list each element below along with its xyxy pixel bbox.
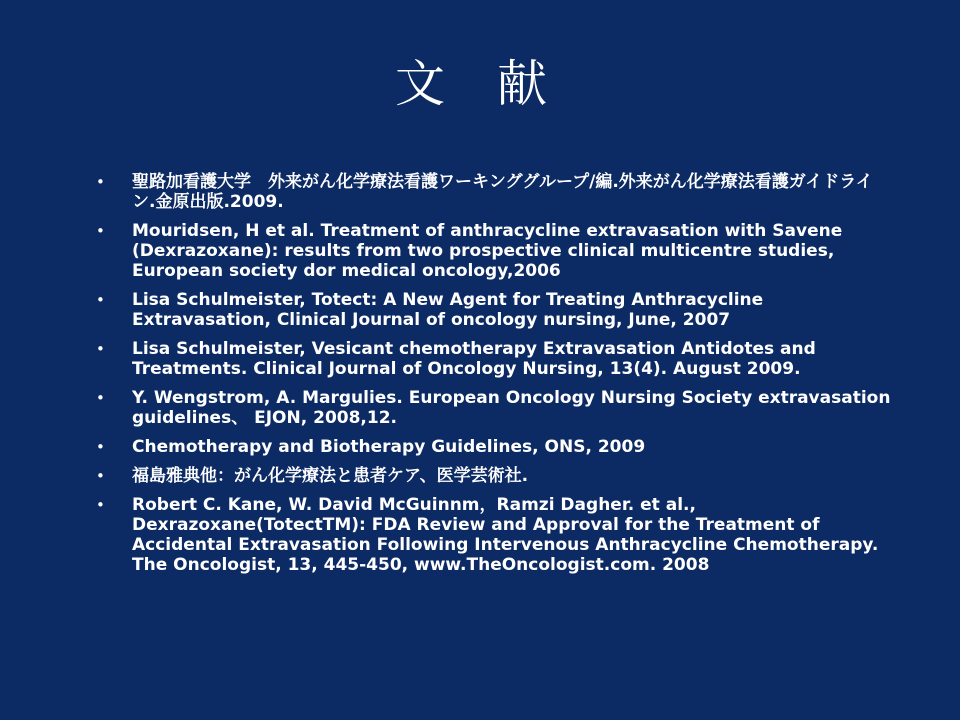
reference-item-1 — [96, 172, 896, 212]
reference-text: Robert C. Kane, W. David McGuinnm，Ramzi Dagher. et al., Dexrazoxane(TotectTM): FDA Review and Approval for the Treatment of Accidental Extravasation Following Intervenous Anthracycline Chemotherapy. The Oncologist, 13, 445-450, www.TheOncologist.com. 2008 — [132, 495, 879, 575]
reference-text: Chemotherapy and Biotherapy Guidelines, ONS, 2009 — [132, 437, 646, 457]
bullet-icon: • — [96, 438, 105, 456]
reference-list — [96, 172, 896, 584]
reference-item-7 — [96, 466, 896, 486]
reference-text: Lisa Schulmeister, Vesicant chemotherapy Extravasation Antidotes and Treatments. Clinical Journal of Oncology Nursing, 13(4). August 2009. — [132, 339, 816, 379]
bullet-icon: • — [96, 340, 105, 358]
bullet-icon: • — [96, 222, 105, 240]
reference-item-8 — [96, 495, 896, 575]
bullet-icon: • — [96, 291, 105, 309]
reference-item-3 — [96, 290, 896, 330]
reference-item-4 — [96, 339, 896, 379]
reference-text: 福島雅典他：がん化学療法と患者ケア、医学芸術社. — [132, 466, 529, 486]
reference-text: 聖路加看護大学 外来がん化学療法看護ワーキンググループ/編.外来がん化学療法看護ガイドライン.金原出版.2009. — [132, 172, 873, 212]
bullet-icon: • — [96, 467, 105, 485]
reference-item-6 — [96, 437, 896, 457]
reference-text: Mouridsen, H et al. Treatment of anthracycline extravasation with Savene (Dexrazoxane): results from two prospective clinical multicentre studies, European society dor medical oncology,2006 — [132, 221, 843, 281]
reference-text: Y. Wengstrom, A. Margulies. European Oncology Nursing Society extravasation guidelines、 EJON, 2008,12. — [132, 388, 891, 428]
reference-item-5 — [96, 388, 896, 428]
bullet-icon: • — [96, 389, 105, 407]
bullet-icon: • — [96, 496, 105, 514]
reference-text: Lisa Schulmeister, Totect: A New Agent for Treating Anthracycline Extravasation, Clinical Journal of oncology nursing, June, 2007 — [132, 290, 764, 330]
bullet-icon: • — [96, 173, 105, 191]
slide-title: 文 献 — [395, 55, 565, 113]
reference-item-2 — [96, 221, 896, 281]
